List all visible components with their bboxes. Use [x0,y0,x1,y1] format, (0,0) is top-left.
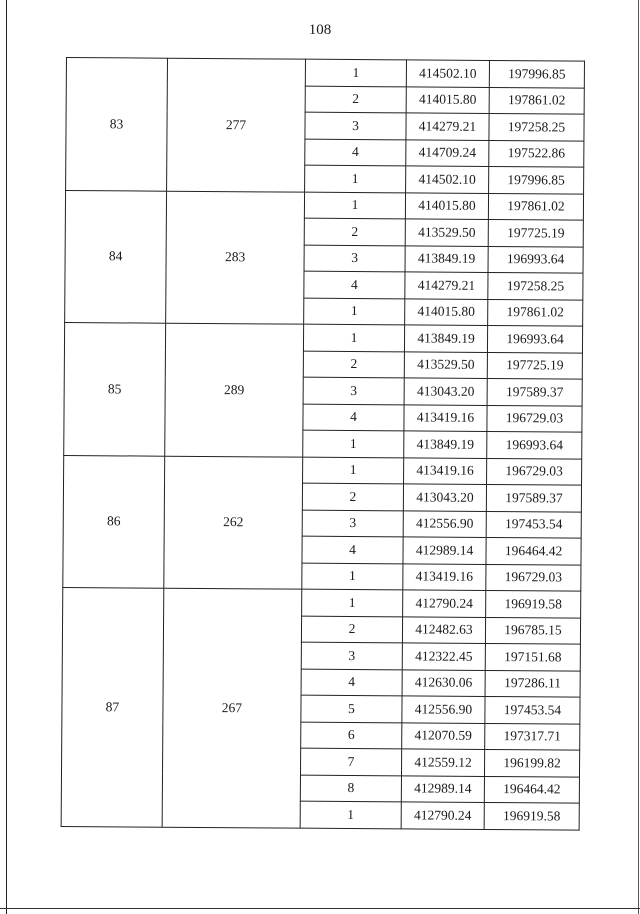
point-number-cell: 1 [305,59,406,86]
point-number-cell: 1 [300,801,401,828]
point-number-cell: 1 [305,165,406,192]
parcel-area-cell: 267 [162,588,302,827]
x-coordinate-cell: 413849.19 [404,325,487,352]
y-coordinate-cell: 197453.54 [485,696,580,723]
x-coordinate-cell: 414502.10 [406,166,489,193]
x-coordinate-cell: 414015.80 [406,86,489,113]
point-number-cell: 3 [301,642,402,669]
x-coordinate-cell: 413529.50 [405,219,488,246]
parcel-area-cell: 277 [167,58,306,191]
point-number-cell: 1 [302,589,403,616]
parcel-number-cell: 83 [66,58,168,191]
y-coordinate-cell: 196729.03 [487,458,582,485]
page-number: 108 [308,22,332,38]
point-number-cell: 4 [303,404,404,431]
y-coordinate-cell: 197589.37 [487,378,582,405]
point-number-cell: 1 [304,298,405,325]
table-row [63,587,581,617]
point-number-cell: 7 [300,748,401,775]
y-coordinate-cell: 197317.71 [485,723,580,750]
x-coordinate-cell: 412070.59 [402,722,485,749]
point-number-cell: 3 [302,510,403,537]
x-coordinate-cell: 413043.20 [404,378,487,405]
point-number-cell: 1 [303,430,404,457]
y-coordinate-cell: 197996.85 [489,166,584,193]
x-coordinate-cell: 412989.14 [401,775,484,802]
x-coordinate-cell: 412790.24 [403,590,486,617]
y-coordinate-cell: 197861.02 [488,193,583,220]
point-number-cell: 6 [301,722,402,749]
parcel-area-cell: 283 [166,191,305,324]
point-number-cell: 2 [304,218,405,245]
point-number-cell: 1 [304,192,405,219]
x-coordinate-cell: 413849.19 [405,245,488,272]
parcel-area-cell: 289 [165,323,304,456]
x-coordinate-cell: 413849.19 [404,431,487,458]
x-coordinate-cell: 412322.45 [402,643,485,670]
y-coordinate-cell: 196729.03 [487,405,582,432]
x-coordinate-cell: 412482.63 [402,616,485,643]
point-number-cell: 4 [305,139,406,166]
x-coordinate-cell: 414709.24 [406,139,489,166]
y-coordinate-cell: 196993.64 [487,325,582,352]
y-coordinate-cell: 196993.64 [488,246,583,273]
parcel-number-cell: 85 [64,322,166,455]
y-coordinate-cell: 196919.58 [484,802,579,829]
point-number-cell: 2 [303,351,404,378]
point-number-cell: 8 [300,775,401,802]
table-row [66,58,584,88]
y-coordinate-cell: 197286.11 [485,670,580,697]
coordinates-table [61,57,585,830]
x-coordinate-cell: 412556.90 [402,696,485,723]
y-coordinate-cell: 197861.02 [489,87,584,114]
scan-edge-left [6,0,7,914]
x-coordinate-cell: 414015.80 [405,192,488,219]
point-number-cell: 3 [303,377,404,404]
point-number-cell: 1 [303,457,404,484]
y-coordinate-cell: 196199.82 [484,749,579,776]
point-number-cell: 3 [304,245,405,272]
parcel-number-cell: 84 [65,190,167,323]
parcel-area-cell: 262 [164,456,303,589]
point-number-cell: 4 [302,536,403,563]
point-number-cell: 2 [301,616,402,643]
x-coordinate-cell: 414502.10 [406,60,489,87]
x-coordinate-cell: 412559.12 [401,749,484,776]
point-number-cell: 2 [305,86,406,113]
y-coordinate-cell: 196919.58 [486,590,581,617]
point-number-cell: 4 [301,669,402,696]
x-coordinate-cell: 412989.14 [403,537,486,564]
x-coordinate-cell: 412556.90 [403,510,486,537]
coordinates-table-body [61,58,584,830]
x-coordinate-cell: 414279.21 [405,272,488,299]
scan-edge-right [638,0,639,914]
y-coordinate-cell: 196464.42 [484,776,579,803]
y-coordinate-cell: 197151.68 [485,643,580,670]
y-coordinate-cell: 197861.02 [488,299,583,326]
x-coordinate-cell: 414015.80 [405,298,488,325]
scan-edge-bottom [0,908,640,909]
point-number-cell: 3 [305,112,406,139]
point-number-cell: 1 [303,324,404,351]
y-coordinate-cell: 197522.86 [489,140,584,167]
y-coordinate-cell: 197589.37 [486,484,581,511]
y-coordinate-cell: 196464.42 [486,537,581,564]
x-coordinate-cell: 413529.50 [404,351,487,378]
x-coordinate-cell: 412630.06 [402,669,485,696]
x-coordinate-cell: 413419.16 [404,404,487,431]
parcel-number-cell: 86 [63,455,165,588]
table-row [65,190,583,220]
x-coordinate-cell: 413419.16 [404,457,487,484]
y-coordinate-cell: 196993.64 [487,431,582,458]
x-coordinate-cell: 414279.21 [406,113,489,140]
y-coordinate-cell: 197725.19 [488,219,583,246]
y-coordinate-cell: 196785.15 [485,617,580,644]
x-coordinate-cell: 413419.16 [403,563,486,590]
y-coordinate-cell: 196729.03 [486,564,581,591]
x-coordinate-cell: 413043.20 [403,484,486,511]
y-coordinate-cell: 197725.19 [487,352,582,379]
parcel-number-cell: 87 [61,587,164,826]
table-row [64,455,582,485]
point-number-cell: 4 [304,271,405,298]
table-row [64,322,582,352]
y-coordinate-cell: 197453.54 [486,511,581,538]
y-coordinate-cell: 197996.85 [489,60,584,87]
point-number-cell: 1 [302,563,403,590]
y-coordinate-cell: 197258.25 [488,272,583,299]
x-coordinate-cell: 412790.24 [401,802,484,829]
point-number-cell: 2 [302,483,403,510]
y-coordinate-cell: 197258.25 [489,113,584,140]
point-number-cell: 5 [301,695,402,722]
